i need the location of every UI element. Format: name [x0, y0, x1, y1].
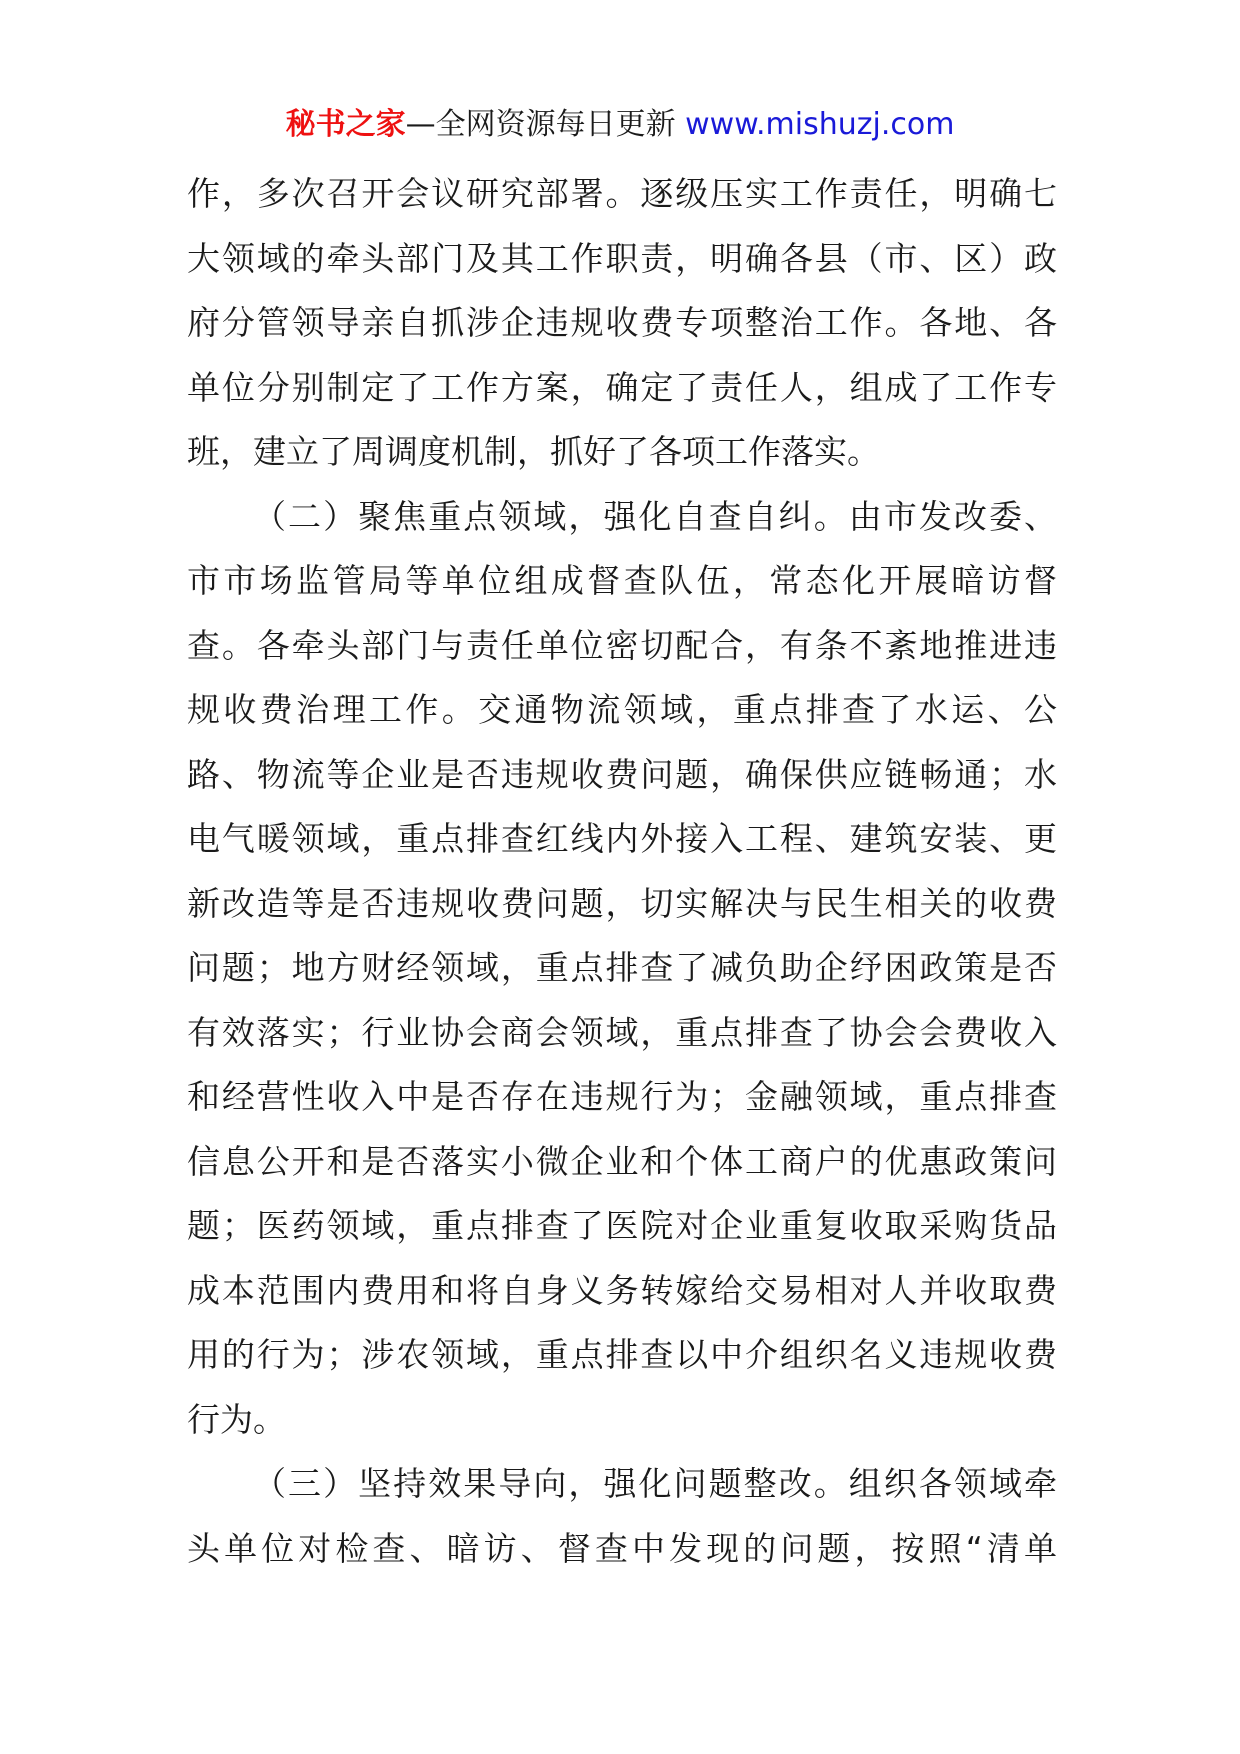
text-line: 府分管领导亲自抓涉企违规收费专项整治工作。各地、各	[187, 303, 1057, 342]
text-line: 新改造等是否违规收费问题，切实解决与民生相关的收费	[187, 883, 1057, 923]
text-line: 题；医药领域，重点排查了医院对企业重复收取采购货品	[187, 1206, 1057, 1245]
text-line: 成本范围内费用和将自身义务转嫁给交易相对人并收取费	[187, 1270, 1057, 1310]
site-brand: 秘书之家	[285, 107, 406, 142]
text-line: 作，多次召开会议研究部署。逐级压实工作责任，明确七	[187, 174, 1057, 213]
text-line: 查。各牵头部门与责任单位密切配合，有条不紊地推进违	[187, 625, 1057, 665]
text-line: 用的行为；涉农领域，重点排查以中介组织名义违规收费	[187, 1335, 1057, 1374]
document-body	[187, 162, 1057, 1581]
text-line: 信息公开和是否落实小微企业和个体工商户的优惠政策问	[187, 1141, 1057, 1181]
text-line: 和经营性收入中是否存在违规行为；金融领域，重点排查	[187, 1077, 1057, 1116]
watermark-header	[0, 100, 1240, 150]
section-heading-line: （三）坚持效果导向，强化问题整改。组织各领域牵	[253, 1464, 1057, 1503]
text-line: 有效落实；行业协会商会领域，重点排查了协会会费收入	[187, 1012, 1057, 1052]
site-url: www.mishuzj.com	[685, 107, 955, 142]
text-line: 市市场监管局等单位组成督查队伍，常态化开展暗访督	[187, 561, 1057, 600]
text-line: 电气暖领域，重点排查红线内外接入工程、建筑安装、更	[187, 819, 1057, 858]
text-line: 行为。	[187, 1399, 286, 1439]
section-heading-line: （二）聚焦重点领域，强化自查自纠。由市发改委、	[253, 496, 1057, 536]
text-line: 路、物流等企业是否违规收费问题，确保供应链畅通；水	[187, 754, 1057, 794]
text-line: 单位分别制定了工作方案，确定了责任人，组成了工作专	[187, 367, 1057, 407]
text-line: 问题；地方财经领域，重点排查了减负助企纾困政策是否	[187, 948, 1057, 987]
text-line: 规收费治理工作。交通物流领域，重点排查了水运、公	[187, 690, 1057, 729]
text-line: 头单位对检查、暗访、督查中发现的问题，按照“清单	[187, 1528, 1057, 1568]
text-line: 班，建立了周调度机制，抓好了各项工作落实。	[187, 432, 880, 471]
site-tagline: —全网资源每日更新	[405, 107, 676, 142]
text-line: 大领域的牵头部门及其工作职责，明确各县（市、区）政	[187, 238, 1057, 278]
